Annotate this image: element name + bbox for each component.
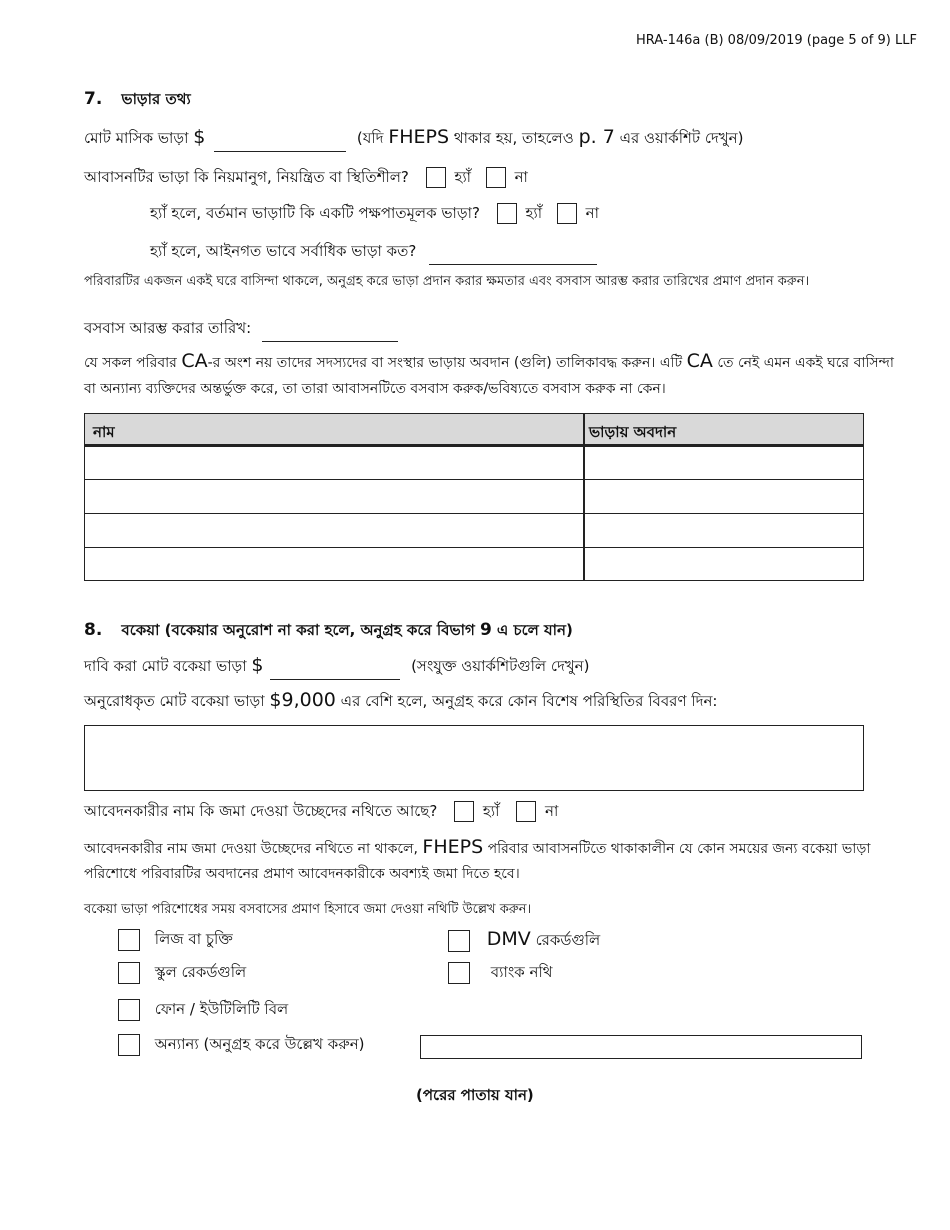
table-cell-contribution[interactable]: [583, 514, 863, 547]
regulated-question: আবাসনটির ভাড়া কি নিয়মানুগ, নিয়ন্ত্রিত বা স্থিতিশীল?: [84, 168, 409, 186]
max-legal-rent-field[interactable]: [429, 246, 597, 265]
note-text: থাকার হয়, তাহলেও: [453, 129, 574, 147]
section-number: 8.: [84, 620, 103, 640]
note-text: এর ওয়ার্কশিট দেখুন): [619, 129, 744, 147]
dollar-sign: $: [193, 126, 206, 148]
doc-instruction: বকেয়া ভাড়া পরিশোধের সময় বসবাসের প্রমাণ হিসাবে জমা দেওয়া নথিটি উল্লেখ করুন।: [84, 902, 532, 917]
regulated-no-checkbox[interactable]: [486, 167, 506, 188]
section-7-heading: [84, 88, 191, 113]
table-row: [84, 480, 864, 514]
form-id: HRA-146a (B) 08/09/2019 (page 5 of 9) LLF: [636, 33, 917, 48]
header-contribution: ভাড়ায় অবদান: [589, 423, 677, 441]
page-ref: p. 7: [578, 126, 615, 148]
preferential-question: হ্যাঁ হলে, বর্তমান ভাড়াটি কি একটি পক্ষপাতমূলক ভাড়া?: [150, 204, 480, 222]
arrears-row: [84, 654, 589, 680]
shared-household-note: পরিবারটির একজন একই ঘরে বাসিন্দা থাকলে, অনুগ্রহ করে ভাড়া প্রদান করার ক্ষমতার এবং বসবাস আরম্ভ করার তারিখের প্রমাণ প্রদান করুন।: [84, 274, 810, 289]
other-specify-field[interactable]: [420, 1035, 862, 1059]
fheps-text: FHEPS: [422, 836, 484, 858]
yes-label: হ্যাঁ: [482, 802, 500, 820]
over-limit-amount: $9,000: [269, 689, 336, 711]
header-name: নাম: [93, 423, 115, 441]
arrears-field[interactable]: [270, 661, 400, 680]
section-title-number: 9: [479, 620, 492, 640]
other-checkbox[interactable]: [118, 1034, 140, 1056]
option-school: [118, 961, 246, 986]
preferential-row: [150, 202, 599, 227]
note-text: অনুরোধকৃত মোট বকেয়া ভাড়া: [84, 692, 265, 710]
table-row: [84, 548, 864, 581]
other-label: অন্যান্য (অনুগ্রহ করে উল্লেখ করুন): [154, 1035, 365, 1053]
move-in-row: [84, 317, 398, 342]
eviction-no-checkbox[interactable]: [516, 801, 536, 822]
dmv-label-suffix: রেকর্ডগুলি: [535, 931, 601, 949]
phone-label: ফোন: [154, 1000, 186, 1018]
lease-checkbox[interactable]: [118, 929, 140, 951]
dmv-label-prefix: DMV: [486, 928, 531, 950]
table-cell-name[interactable]: [85, 447, 585, 479]
header-cell-name: [85, 414, 585, 444]
preferential-yes-checkbox[interactable]: [497, 203, 517, 224]
yes-label: হ্যাঁ: [454, 168, 472, 186]
option-phone: [118, 998, 288, 1023]
no-label: না: [545, 802, 559, 820]
section-title: বকেয়া (বকেয়ার অনুরোশ না করা হলে, অনুগ্রহ করে বিভাগ: [121, 621, 475, 639]
note-text: -র অংশ নয় তাদের সদস্যদের বা সংস্থার ভাড়ায় অবদান (গুলি) তালিকাবদ্ধ করুন। এটি: [207, 355, 683, 371]
arrears-note: (সংযুক্ত ওয়ার্কশিটগুলি দেখুন): [411, 657, 590, 675]
section-8-heading: [84, 619, 573, 644]
monthly-rent-label: মোট মাসিক ভাড়া: [84, 129, 189, 147]
monthly-rent-row: [84, 126, 743, 152]
move-in-date-label: বসবাস আরম্ভ করার তারিখ:: [84, 319, 252, 337]
table-cell-name[interactable]: [85, 548, 585, 580]
preferential-no-checkbox[interactable]: [557, 203, 577, 224]
regulated-yes-checkbox[interactable]: [426, 167, 446, 188]
phone-checkbox[interactable]: [118, 999, 140, 1021]
note-text: পরিবার আবাসনটিতে থাকাকালীন যে কোন সময়ের জন্য বকেয়া ভাড়া: [487, 841, 871, 857]
note-text: তে নেই এমন একই ঘরে বাসিন্দা: [717, 355, 894, 371]
monthly-rent-field[interactable]: [214, 133, 346, 152]
fheps-text: FHEPS: [388, 126, 450, 148]
no-label: না: [514, 168, 528, 186]
section-title: ভাড়ার তথ্য: [121, 90, 191, 108]
table-cell-name[interactable]: [85, 480, 585, 513]
table-row: [84, 447, 864, 480]
eviction-question: আবেদনকারীর নাম কি জমা দেওয়া উচ্ছেদের নথিতে আছে?: [84, 802, 438, 820]
eviction-yes-checkbox[interactable]: [454, 801, 474, 822]
contribution-note-line1: [84, 350, 894, 375]
section-title-end: এ চলে যান): [496, 621, 573, 639]
note-text: আবেদনকারীর নাম জমা দেওয়া উচ্ছেদের নথিতে না থাকলে,: [84, 841, 418, 857]
circumstances-field[interactable]: [84, 725, 864, 791]
note-text: (যদি: [356, 129, 384, 147]
yes-label: হ্যাঁ: [525, 204, 543, 222]
table-cell-contribution[interactable]: [583, 548, 863, 580]
over-limit-row: [84, 689, 717, 715]
proof-note-line2: পরিশোধে পরিবারটির অবদানের প্রমাণ আবেদনকারীকে অবশ্যই জমা দিতে হবে।: [84, 866, 520, 882]
table-row: [84, 514, 864, 548]
option-dmv: [448, 928, 600, 954]
max-legal-rent-question: হ্যাঁ হলে, আইনগত ভাবে সর্বাধিক ভাড়া কত?: [150, 242, 417, 260]
lease-label: লিজ বা চুক্তি: [154, 930, 233, 948]
ca-text: CA: [181, 350, 208, 372]
eviction-row: [84, 800, 558, 825]
table-cell-contribution[interactable]: [583, 480, 863, 513]
note-text: এর বেশি হলে, অনুগ্রহ করে কোন বিশেষ পরিস্থিতির বিবরণ দিন:: [340, 692, 718, 710]
table-cell-name[interactable]: [85, 514, 585, 547]
option-other: [118, 1033, 365, 1058]
option-lease: [118, 928, 233, 953]
bank-checkbox[interactable]: [448, 962, 470, 984]
proof-note-line1: [84, 836, 870, 861]
phone-slash: /: [189, 1000, 195, 1018]
ca-text: CA: [686, 350, 713, 372]
move-in-date-field[interactable]: [262, 325, 398, 342]
regulated-row: [84, 166, 528, 191]
option-bank: [448, 961, 553, 986]
table-header: [84, 413, 864, 447]
max-rent-row: [150, 240, 597, 265]
no-label: না: [585, 204, 599, 222]
bank-label: ব্যাংক নথি: [490, 963, 553, 981]
utility-label: ইউটিলিটি বিল: [199, 1000, 289, 1018]
school-checkbox[interactable]: [118, 962, 140, 984]
dmv-checkbox[interactable]: [448, 930, 470, 952]
school-label: স্কুল রেকর্ডগুলি: [154, 963, 247, 981]
continue-note: (পরের পাতায় যান): [416, 1086, 534, 1104]
dollar-sign: $: [251, 654, 264, 676]
contribution-note-line2: বা অন্যান্য ব্যক্তিদের অন্তর্ভুক্ত করে, তা তারা আবাসনটিতে বসবাস করুক/ভবিষ্যতে বসবাস করুক না কেন।: [84, 381, 666, 397]
arrears-label: দাবি করা মোট বকেয়া ভাড়া: [84, 657, 247, 675]
header-cell-contribution: [583, 414, 863, 444]
note-text: যে সকল পরিবার: [84, 355, 177, 371]
section-number: 7.: [84, 89, 103, 109]
table-cell-contribution[interactable]: [583, 447, 863, 479]
